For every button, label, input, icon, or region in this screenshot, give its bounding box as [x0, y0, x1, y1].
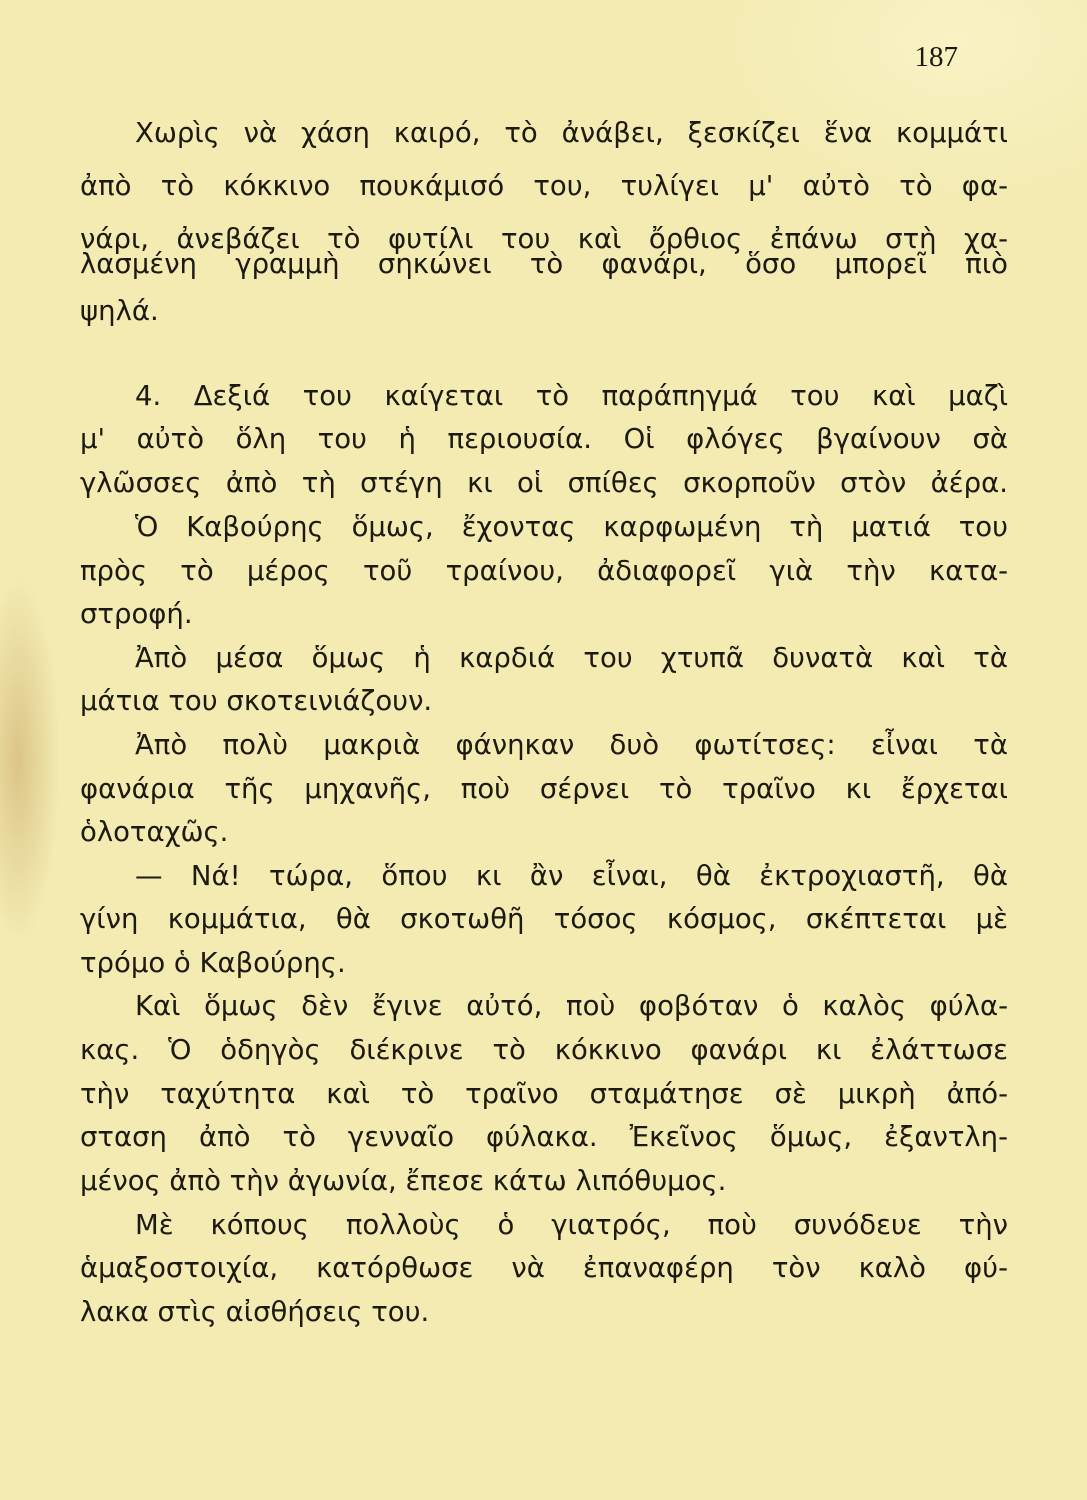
text-line: 4. Δεξιά του καίγεται τὸ παράπηγμά του καὶ μαζὶ [135, 380, 1008, 412]
text-line: Χωρὶς νὰ χάση καιρό, τὸ ἀνάβει, ξεσκίζει ἕνα κομμάτι [135, 117, 1008, 149]
text-line: σταση ἀπὸ τὸ γενναῖο φύλακα. Ἐκεῖνος ὅμως, ἐξαντλη- [80, 1121, 1008, 1153]
text-line: μένος ἀπὸ τὴν ἀγωνία, ἔπεσε κάτω λιπόθυμος. [80, 1165, 727, 1197]
text-line: φανάρια τῆς μηχανῆς, ποὺ σέρνει τὸ τραῖνο κι ἔρχεται [80, 773, 1008, 805]
text-line: μάτια του σκοτεινιάζουν. [80, 685, 433, 717]
text-line: κας. Ὁ ὁδηγὸς διέκρινε τὸ κόκκινο φανάρι κι ἐλάττωσε [80, 1034, 1008, 1066]
text-line: στροφή. [80, 598, 193, 630]
text-line: τρόμο ὁ Καβούρης. [80, 947, 346, 979]
text-line: Ἀπὸ πολὺ μακριὰ φάνηκαν δυὸ φωτίτσες: εἶναι τὰ [135, 729, 1008, 761]
page-number: 187 [914, 41, 958, 73]
text-line: ὁλοταχῶς. [80, 816, 229, 848]
text-line: γλῶσσες ἀπὸ τὴ στέγη κι οἱ σπίθες σκορποῦν στὸν ἀέρα. [80, 467, 1008, 499]
text-line: πρὸς τὸ μέρος τοῦ τραίνου, ἀδιαφορεῖ γιὰ τὴν κατα- [80, 555, 1008, 587]
text-line: γίνη κομμάτια, θὰ σκοτωθῆ τόσος κόσμος, σκέπτεται μὲ [80, 903, 1008, 935]
text-line: ψηλά. [80, 295, 159, 327]
text-line: μ' αὐτὸ ὅλη του ἡ περιουσία. Οἱ φλόγες βγαίνουν σὰ [80, 423, 1008, 455]
text-line: Ἀπὸ μέσα ὅμως ἡ καρδιά του χτυπᾶ δυνατὰ καὶ τὰ [135, 642, 1008, 674]
text-line: ἁμαξοστοιχία, κατόρθωσε νὰ ἐπαναφέρη τὸν καλὸ φύ- [80, 1252, 1008, 1284]
text-line: ἀπὸ τὸ κόκκινο πουκάμισό του, τυλίγει μ' αὐτὸ τὸ φα- [80, 170, 1008, 202]
text-line: λακα στὶς αἰσθήσεις του. [80, 1296, 430, 1328]
text-line: Καὶ ὅμως δὲν ἔγινε αὐτό, ποὺ φοβόταν ὁ καλὸς φύλα- [135, 990, 1008, 1022]
text-line: Μὲ κόπους πολλοὺς ὁ γιατρός, ποὺ συνόδευε τὴν [135, 1209, 1008, 1241]
text-line: λασμένη γραμμὴ σηκώνει τὸ φανάρι, ὅσο μπορεῖ πιὸ [80, 248, 1008, 280]
text-line: Ὁ Καβούρης ὅμως, ἔχοντας καρφωμένη τὴ ματιά του [135, 511, 1008, 543]
text-line: — Νά! τώρα, ὅπου κι ἂν εἶναι, θὰ ἐκτροχιαστῆ, θὰ [135, 860, 1008, 892]
text-line: τὴν ταχύτητα καὶ τὸ τραῖνο σταμάτησε σὲ μικρὴ ἀπό- [80, 1078, 1008, 1110]
text-line: νάρι, ἀνεβάζει τὸ φυτίλι του καὶ ὄρθιος ἐπάνω στὴ χα- [80, 223, 1008, 255]
